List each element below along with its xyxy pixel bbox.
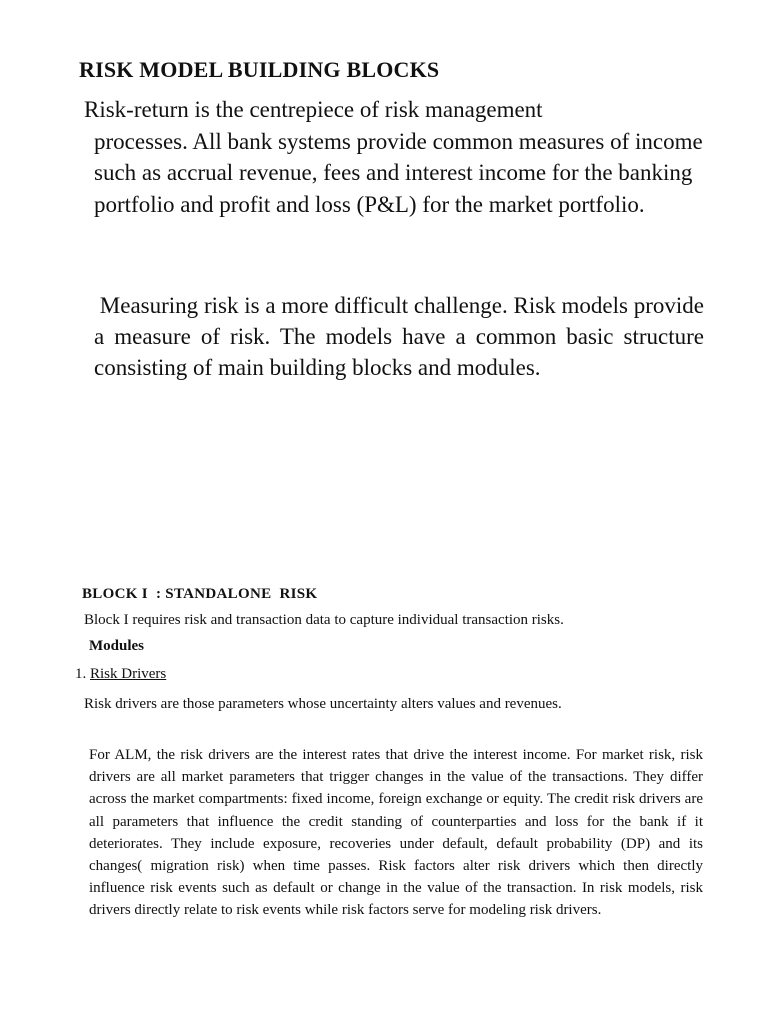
risk-measurement-text: Measuring risk is a more difficult challenge. Risk models provide a measure of risk. The models have a common basic structure consisting of main building blocks and modules. [94, 293, 705, 380]
block-description: Block I requires risk and transaction data to capture individual transaction risks. [84, 612, 564, 628]
module-title-link[interactable]: Risk Drivers [90, 666, 167, 682]
intro-paragraph [84, 94, 704, 220]
page-title: RISK MODEL BUILDING BLOCKS [79, 57, 440, 82]
risk-measurement-paragraph [94, 290, 704, 383]
intro-rest: processes. All bank systems provide common measures of income such as accrual revenue, fees and interest income for the banking portfolio and profit and loss (P&L) for the market portfolio. [94, 128, 703, 217]
intro-first-line: Risk-return is the centrepiece of risk management [84, 97, 543, 122]
block-heading: BLOCK I : STANDALONE RISK [82, 586, 318, 602]
modules-label: Modules [89, 638, 145, 654]
module-number: 1. [75, 666, 87, 682]
module-list-item [75, 666, 166, 683]
module-body-paragraph: For ALM, the risk drivers are the interest rates that drive the interest income. For market risk, risk drivers are all market parameters that trigger changes in the value of the transactions. They differ across the market compartments: fixed income, foreign exchange or equity. The credit risk drivers are all parameters that influence the credit standing of counterparties and loss for the bank if it deteriorates. They include exposure, recoveries under default, default probability (DP) and its changes( migration risk) when time passes. Risk factors alter risk drivers which then directly influence risk events such as default or change in the value of the transaction. In risk models, risk drivers directly relate to risk events while risk factors serve for modeling risk drivers. [89, 747, 703, 919]
module-definition: Risk drivers are those parameters whose uncertainty alters values and revenues. [84, 696, 562, 712]
